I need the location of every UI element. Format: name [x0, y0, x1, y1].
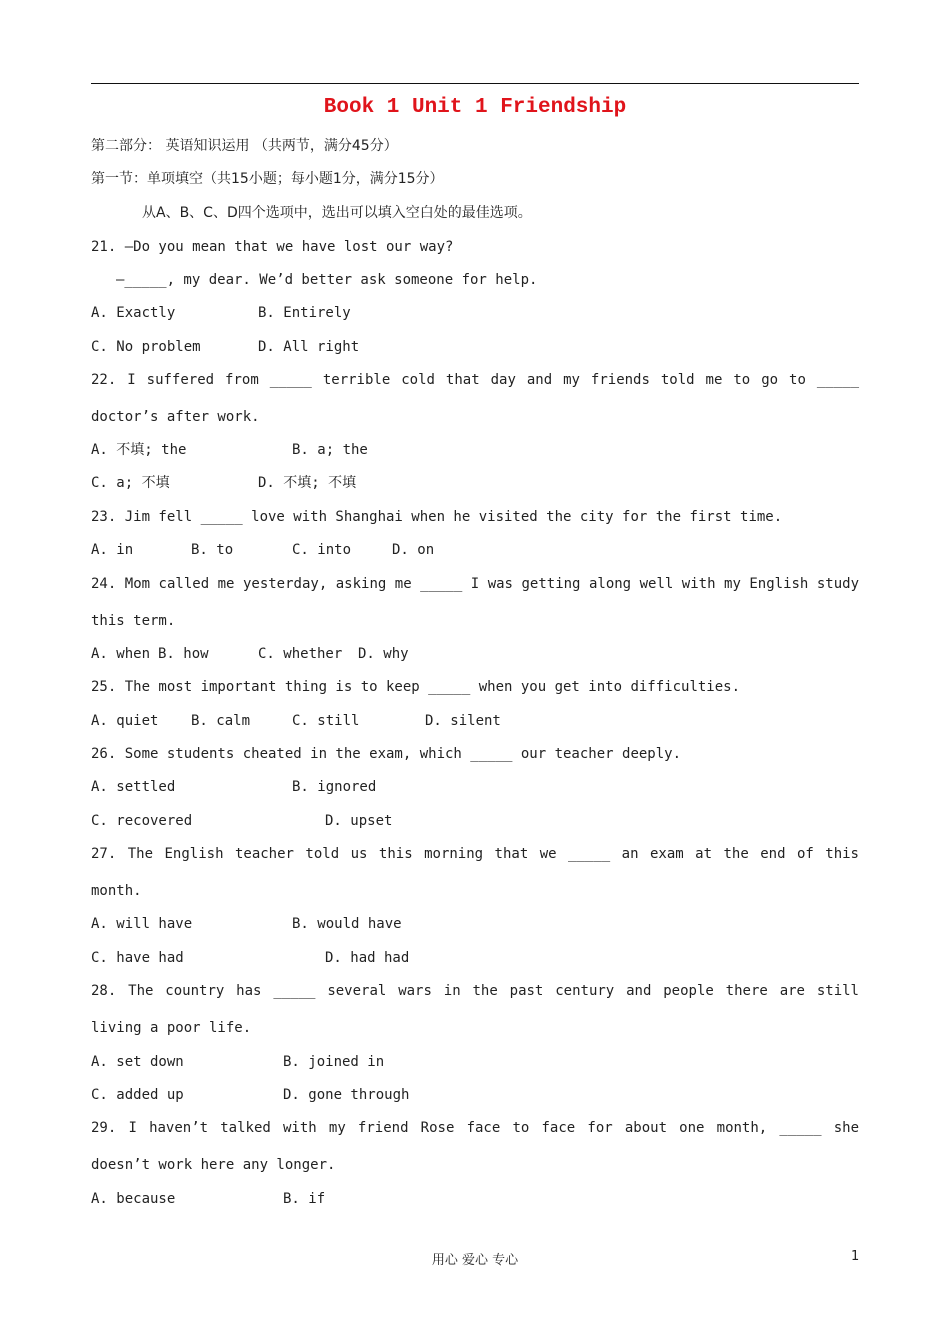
- q21-option-a: A. Exactly: [91, 305, 176, 321]
- q25-option-c: C. still: [292, 713, 360, 729]
- page-number: 1: [851, 1249, 860, 1264]
- q29-option-a: A. because: [91, 1191, 176, 1207]
- q28-option-b: B. joined in: [283, 1054, 385, 1070]
- q25-option-a: A. quiet: [91, 713, 159, 729]
- q22-option-c: C. a; 不填: [91, 475, 170, 491]
- page-footer: 用心 爱心 专心: [431, 1253, 519, 1268]
- q23-option-b: B. to: [191, 542, 234, 558]
- question-24-stem: 24. Mom called me yesterday, asking me _____ I was getting along well with my English study: [91, 576, 859, 592]
- q26-option-c: C. recovered: [91, 813, 193, 829]
- question-24-cont: this term.: [91, 613, 176, 629]
- q22-option-b: B. a; the: [292, 442, 368, 458]
- question-29-stem: 29. I haven’t talked with my friend Rose face to face for about one month, _____ she: [91, 1120, 859, 1136]
- q26-option-b: B. ignored: [292, 779, 377, 795]
- q21-option-b: B. Entirely: [258, 305, 351, 321]
- question-23-stem: 23. Jim fell _____ love with Shanghai when he visited the city for the first time.: [91, 509, 783, 525]
- q27-option-c: C. have had: [91, 950, 184, 966]
- q22-option-d: D. 不填; 不填: [258, 475, 357, 491]
- q24-option-d: D. why: [358, 646, 409, 662]
- question-28-cont: living a poor life.: [91, 1020, 252, 1036]
- q27-option-a: A. will have: [91, 916, 193, 932]
- question-27-stem: 27. The English teacher told us this morning that we _____ an exam at the end of this: [91, 846, 859, 862]
- q21-option-c: C. No problem: [91, 339, 201, 355]
- q27-option-b: B. would have: [292, 916, 402, 932]
- header-rule: [91, 83, 859, 84]
- q24-option-a: A. when: [91, 646, 151, 662]
- q21-option-d: D. All right: [258, 339, 360, 355]
- q24-option-b: B. how: [158, 646, 209, 662]
- q24-option-c: C. whether: [258, 646, 343, 662]
- q23-option-c: C. into: [292, 542, 352, 558]
- q25-option-d: D. silent: [425, 713, 501, 729]
- q26-option-a: A. settled: [91, 779, 176, 795]
- question-27-cont: month.: [91, 883, 142, 899]
- instructions: 从A、B、C、D四个选项中，选出可以填入空白处的最佳选项。: [142, 205, 532, 221]
- question-21-stem: 21. —Do you mean that we have lost our way?: [91, 239, 454, 255]
- q23-option-a: A. in: [91, 542, 134, 558]
- question-21-reply: —_____, my dear. We’d better ask someone for help.: [116, 272, 538, 288]
- section-heading: 第一节：单项填空（共15小题；每小题1分，满分15分）: [91, 171, 444, 187]
- q23-option-d: D. on: [392, 542, 435, 558]
- question-22-stem: 22. I suffered from _____ terrible cold that day and my friends told me to go to _____: [91, 372, 859, 388]
- q28-option-a: A. set down: [91, 1054, 184, 1070]
- part-heading: 第二部分： 英语知识运用 （共两节，满分45分）: [91, 138, 398, 154]
- question-25-stem: 25. The most important thing is to keep _____ when you get into difficulties.: [91, 679, 741, 695]
- q29-option-b: B. if: [283, 1191, 326, 1207]
- q26-option-d: D. upset: [325, 813, 393, 829]
- question-29-cont: doesn’t work here any longer.: [91, 1157, 336, 1173]
- q28-option-c: C. added up: [91, 1087, 184, 1103]
- question-28-stem: 28. The country has _____ several wars in the past century and people there are still: [91, 983, 859, 999]
- q28-option-d: D. gone through: [283, 1087, 410, 1103]
- q27-option-d: D. had had: [325, 950, 410, 966]
- q25-option-b: B. calm: [191, 713, 251, 729]
- question-22-cont: doctor’s after work.: [91, 409, 260, 425]
- q22-option-a: A. 不填; the: [91, 442, 187, 458]
- page-title: Book 1 Unit 1 Friendship: [323, 96, 627, 119]
- question-26-stem: 26. Some students cheated in the exam, which _____ our teacher deeply.: [91, 746, 682, 762]
